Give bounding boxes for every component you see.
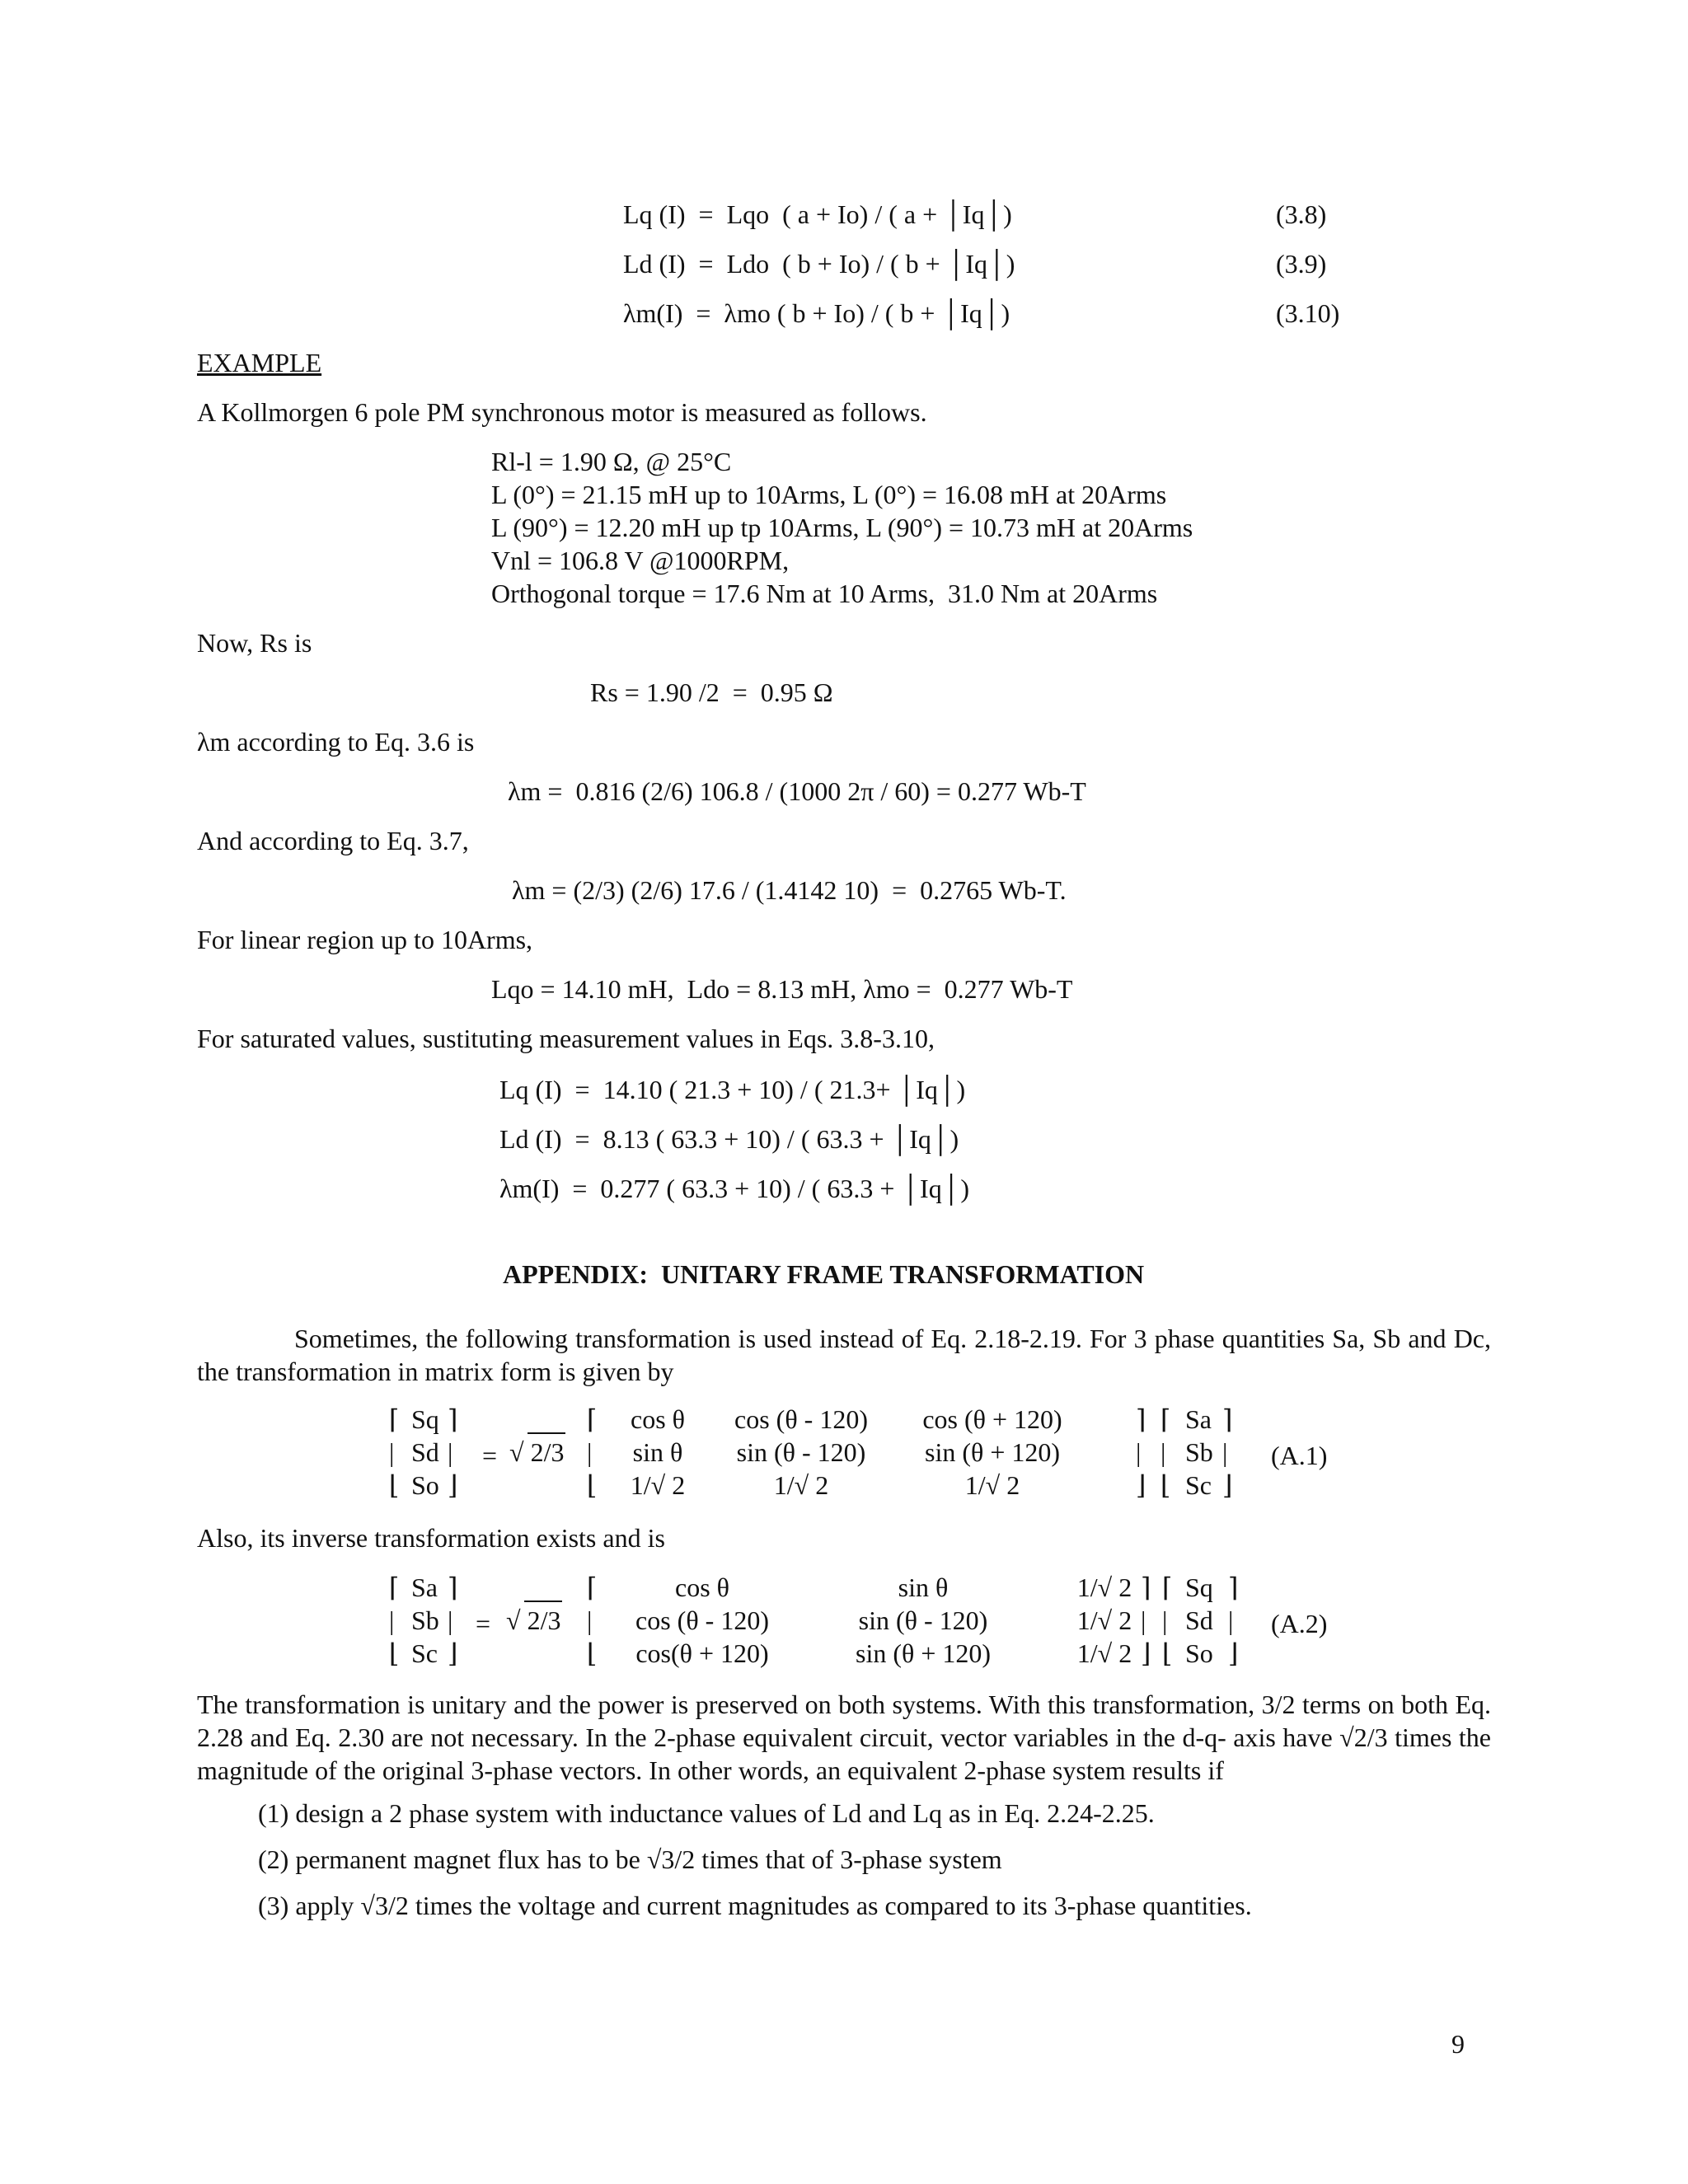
matrix-cell: sin (θ + 120) [855, 1638, 992, 1668]
measurement-line: Rl-l = 1.90 Ω, @ 25°C [491, 447, 732, 476]
equation-3-8: Lq (I) = Lqo ( a + Io) / ( a + │Iq│) [623, 199, 1012, 229]
matrix-lhs-entry: Sq [411, 1404, 439, 1434]
sqrt-factor: √ 2/3 [509, 1437, 565, 1467]
matrix-cell: cos (θ - 120) [734, 1404, 868, 1434]
example-heading: EXAMPLE [197, 348, 322, 377]
matrix-cell: cos (θ - 120) [635, 1605, 769, 1635]
sqrt-bar [528, 1432, 565, 1434]
equation-3-10: λm(I) = λmo ( b + Io) / ( b + │Iq│) [623, 298, 1010, 328]
now-rs-text: Now, Rs is [197, 628, 312, 658]
matrix-cell: cos(θ + 120) [635, 1638, 769, 1668]
equals-sign: = [476, 1609, 491, 1638]
equation-3-9: Ld (I) = Ldo ( b + Io) / ( b + │Iq│) [623, 249, 1015, 279]
sqrt-bar [524, 1601, 562, 1602]
matrix-cell: sin θ [898, 1572, 949, 1602]
measurement-line: L (90°) = 12.20 mH up tp 10Arms, L (90°) = 10.73 mH at 20Arms [491, 513, 1193, 542]
list-item: (1) design a 2 phase system with inductance values of Ld and Lq as in Eq. 2.24-2.25. [258, 1798, 1155, 1828]
linear-region-text: For linear region up to 10Arms, [197, 925, 533, 954]
appendix-title: APPENDIX: UNITARY FRAME TRANSFORMATION [503, 1259, 1145, 1289]
matrix-cell: sin θ [632, 1437, 683, 1467]
equation-number: (3.10) [1276, 298, 1340, 328]
matrix-rhs-entry: Sa [1185, 1404, 1212, 1434]
equation-number: (3.9) [1276, 249, 1327, 279]
matrix-rhs-entry: Sd [1185, 1605, 1213, 1635]
matrix-cell: 1/√ 2 [1076, 1605, 1132, 1635]
list-item: (3) apply √3/2 times the voltage and current magnitudes as compared to its 3-phase quantities. [258, 1891, 1252, 1920]
measurement-line: Vnl = 106.8 V @1000RPM, [491, 546, 790, 575]
lm-eq37-text: And according to Eq. 3.7, [197, 826, 469, 855]
rs-equation: Rs = 1.90 /2 = 0.95 Ω [590, 677, 833, 707]
list-item: (2) permanent magnet flux has to be √3/2 times that of 3-phase system [258, 1844, 1002, 1874]
lm-eq36-text: λm according to Eq. 3.6 is [197, 727, 475, 757]
saturated-text: For saturated values, sustituting measurement values in Eqs. 3.8-3.10, [197, 1024, 935, 1053]
matrix-rhs-entry: Sq [1185, 1572, 1213, 1602]
matrix-lhs-entry: Sa [411, 1572, 438, 1602]
linear-region-equation: Lqo = 14.10 mH, Ldo = 8.13 mH, λmo = 0.277 Wb-T [491, 974, 1073, 1004]
matrix-cell: 1/√ 2 [1076, 1638, 1132, 1668]
matrix-cell: 1/√ 2 [630, 1470, 686, 1500]
matrix-cell: cos θ [631, 1404, 685, 1434]
matrix-cell: cos θ [675, 1572, 729, 1602]
matrix-lhs-entry: Sb [411, 1605, 439, 1635]
matrix-rhs-entry: Sc [1185, 1470, 1212, 1500]
inverse-text: Also, its inverse transformation exists and is [197, 1523, 665, 1553]
matrix-cell: 1/√ 2 [964, 1470, 1020, 1500]
example-intro: A Kollmorgen 6 pole PM synchronous motor is measured as follows. [197, 397, 927, 427]
equation-number: (A.2) [1271, 1609, 1328, 1638]
matrix-cell: cos (θ + 120) [922, 1404, 1062, 1434]
matrix-cell: 1/√ 2 [773, 1470, 829, 1500]
measurement-line: L (0°) = 21.15 mH up to 10Arms, L (0°) = 16.08 mH at 20Arms [491, 480, 1167, 509]
equation-number: (3.8) [1276, 199, 1327, 229]
matrix-lhs-entry: Sd [411, 1437, 439, 1467]
matrix-cell: sin (θ + 120) [924, 1437, 1061, 1467]
matrix-rhs-entry: Sb [1185, 1437, 1213, 1467]
measurement-line: Orthogonal torque = 17.6 Nm at 10 Arms, 31.0 Nm at 20Arms [491, 579, 1158, 608]
sqrt-factor: √ 2/3 [506, 1605, 561, 1635]
saturated-equation: λm(I) = 0.277 ( 63.3 + 10) / ( 63.3 + │Iq│) [499, 1174, 970, 1203]
appendix-paragraph: Sometimes, the following transformation is used instead of Eq. 2.18-2.19. For 3 phase quantities Sa, Sb and Dc, the transformation in matrix form is given by [197, 1324, 1491, 1386]
equals-sign: = [482, 1441, 498, 1470]
matrix-lhs-entry: So [411, 1470, 439, 1500]
matrix-rhs-entry: So [1185, 1638, 1213, 1668]
lm-eq36-equation: λm = 0.816 (2/6) 106.8 / (1000 2π / 60) = 0.277 Wb-T [508, 776, 1086, 806]
equation-number: (A.1) [1271, 1441, 1328, 1470]
matrix-cell: sin (θ - 120) [736, 1437, 866, 1467]
saturated-equation: Lq (I) = 14.10 ( 21.3 + 10) / ( 21.3+ │Iq│) [499, 1075, 966, 1104]
lm-eq37-equation: λm = (2/3) (2/6) 17.6 / (1.4142 10) = 0.2765 Wb-T. [512, 875, 1067, 905]
page-number: 9 [1451, 2029, 1465, 2059]
matrix-cell: sin (θ - 120) [858, 1605, 988, 1635]
matrix-lhs-entry: Sc [411, 1638, 438, 1668]
matrix-cell: 1/√ 2 [1076, 1572, 1132, 1602]
unitary-paragraph: The transformation is unitary and the power is preserved on both systems. With this transformation, 3/2 terms on both Eq. 2.28 and Eq. 2.30 are not necessary. In the 2-phase equivalent circuit, vector variables in the d-q- axis have √2/3 times the magnitude of the original 3-phase vectors. In other words, an equivalent 2-phase system results if [197, 1690, 1491, 1785]
saturated-equation: Ld (I) = 8.13 ( 63.3 + 10) / ( 63.3 + │Iq│) [499, 1124, 959, 1154]
